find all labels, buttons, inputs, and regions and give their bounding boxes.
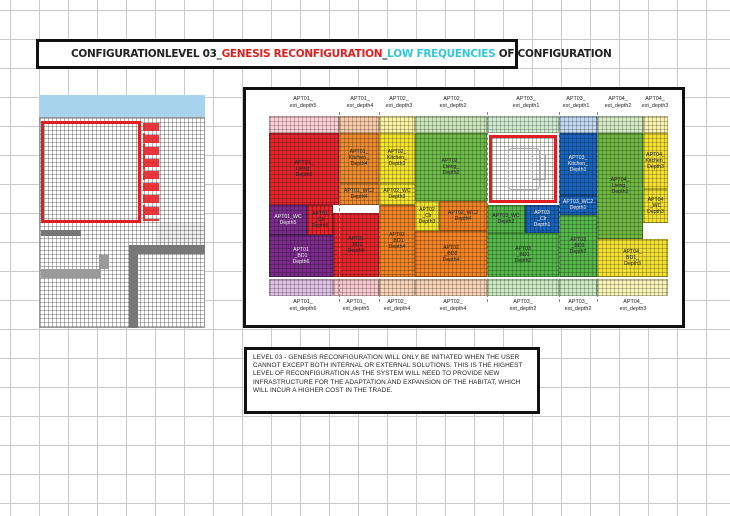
ext-strip-bottom [487, 279, 559, 296]
wall-horizontal-2 [129, 245, 205, 254]
section-detail-panel [39, 95, 205, 328]
ext-strip-bottom [269, 279, 333, 296]
wall-block-2 [99, 255, 109, 269]
module-highlight [41, 121, 141, 223]
unit-apt02-wc: APT02_WC Depth3 [379, 183, 415, 205]
apt-separator [559, 112, 560, 302]
title-low-frequencies: LOW FREQUENCIES [387, 48, 496, 60]
unit-apt02-kitchen: APT02_ Kitchen_ Depth3 [379, 133, 415, 183]
unit-apt03-kitchen: APT03_ Kitchen_ Depth1 [559, 133, 597, 195]
ext-label-bottom: APT01_ ext_depth6 [289, 299, 317, 312]
unit-apt01-wc: APT01_WC Depth5 [269, 205, 307, 235]
furniture-outline [532, 154, 546, 180]
wall-horizontal [41, 230, 81, 236]
ext-label-top: APT02_ ext_depth2 [439, 96, 467, 109]
expansion-tabs [143, 123, 159, 221]
unit-apt03-bd1: APT03 _BD1 Depth2 [487, 233, 559, 277]
ext-label-top: APT04_ ext_depth3 [641, 96, 669, 109]
apt-separator [487, 112, 488, 302]
ext-label-top: APT01_ ext_depth5 [289, 96, 317, 109]
ext-strip-bottom [597, 279, 668, 296]
floor-plan [265, 96, 668, 321]
unit-apt04-kitchen: APT04_ Kitchen_ Depth3 [643, 133, 668, 189]
wall-block [41, 269, 101, 278]
title-genesis: GENESIS RECONFIGURATION [221, 48, 383, 60]
unit-apt02-wc2: APT02_WC2 Depth4 [439, 201, 487, 231]
unit-apt02-clr: APT02 _Clr Depth3 [415, 201, 439, 231]
ext-label-bottom: APT02_ ext_depth4 [383, 299, 411, 312]
title-banner [36, 39, 612, 69]
ext-strip-top [597, 116, 643, 133]
ext-label-bottom: APT02_ ext_depth4 [439, 299, 467, 312]
ext-label-bottom: APT01_ ext_depth5 [342, 299, 370, 312]
unit-apt01-bd1: APT01 _BD1 Depth6 [269, 235, 333, 277]
ext-strip-top [643, 116, 668, 133]
description-box [244, 347, 540, 414]
ext-label-bottom: APT04_ ext_depth3 [619, 299, 647, 312]
ext-strip-top [379, 116, 415, 133]
unit-apt01-living: APT01_ Living_ Depth5 [269, 133, 339, 205]
unit-apt02-living: APT02_ Living_ Depth2 [415, 133, 487, 201]
ext-strip-bottom [415, 279, 487, 296]
unit-apt03-wc2: APT03_WC2 Depth1 [559, 195, 597, 215]
ext-label-top: APT03_ ext_depth1 [562, 96, 590, 109]
apt-separator [379, 112, 380, 302]
unit-apt01-bd2: APT01 _BD2 Depth5 [333, 213, 379, 277]
blue-strip [39, 95, 205, 117]
ext-strip-top [339, 116, 379, 133]
ext-strip-bottom [559, 279, 597, 296]
ext-label-top: APT03_ ext_depth1 [512, 96, 540, 109]
unit-apt04-wc: APT04 _WC Depth3 [643, 189, 668, 223]
unit-apt04-living: APT04_ Living_ Depth2 [597, 133, 643, 239]
title-underscore: _ [382, 48, 388, 60]
unit-apt03-bd2: APT03 _BD2 Depth2 [559, 215, 597, 277]
wall-vertical [129, 245, 138, 328]
ext-label-bottom: APT03_ ext_depth2 [564, 299, 592, 312]
ext-label-top: APT02_ ext_depth3 [385, 96, 413, 109]
ext-strip-bottom [379, 279, 415, 296]
ext-strip-top [269, 116, 339, 133]
floor-plan-frame [243, 87, 685, 328]
unit-apt04-bd1: APT04_ BD1_ Depth3 [597, 239, 668, 277]
title-suffix: OF CONFIGURATION [495, 48, 612, 60]
apt-separator [597, 112, 598, 302]
unit-apt03-highlight [489, 135, 557, 203]
ext-strip-top [559, 116, 597, 133]
unit-apt03-clr: APT03 _Clr Depth1 [525, 205, 559, 233]
ext-label-top: APT04_ ext_depth2 [604, 96, 632, 109]
unit-apt01-wc2: APT01_WC2 Depth4 [339, 183, 379, 205]
unit-apt01-kitchen: APT01_ Kitchen_ Depth4 [339, 133, 379, 183]
unit-apt02-bd1: APT02 _BD1 Depth4 [379, 205, 415, 277]
title-prefix: CONFIGURATIONLEVEL 03_ [71, 48, 222, 60]
unit-apt02-bd2: APT02 _BD2 Depth4 [415, 231, 487, 277]
ext-label-bottom: APT03_ ext_depth2 [509, 299, 537, 312]
ext-strip-top [487, 116, 559, 133]
unit-apt03-wc: APT03_WC Depth2 [487, 205, 525, 233]
shaded-zone [157, 223, 205, 245]
unit-apt01-clr: APT01 _Clr Depth5 [307, 205, 333, 235]
ext-strip-top [415, 116, 487, 133]
apt-separator [339, 112, 340, 302]
ext-label-top: APT01_ ext_depth4 [346, 96, 374, 109]
description-text: LEVEL 03 - GENESIS RECONFIGURATION WILL ONLY BE INITIATED WHEN THE USER CANNOT EXCEPT BOTH INTERNAL OR EXTERNAL SOLUTIONS. THIS IS THE HIGHEST LEVEL OF RECONFIGURATION AS THE SYSTEM WILL NEED TO PROVIDE NEW INFRASTRUCTURE FOR THE ADAPTATION AND EXPANSION OF THE HABITAT, WHICH WILL INCUR A HIGHER COST IN THE TRADE. [253, 354, 523, 394]
